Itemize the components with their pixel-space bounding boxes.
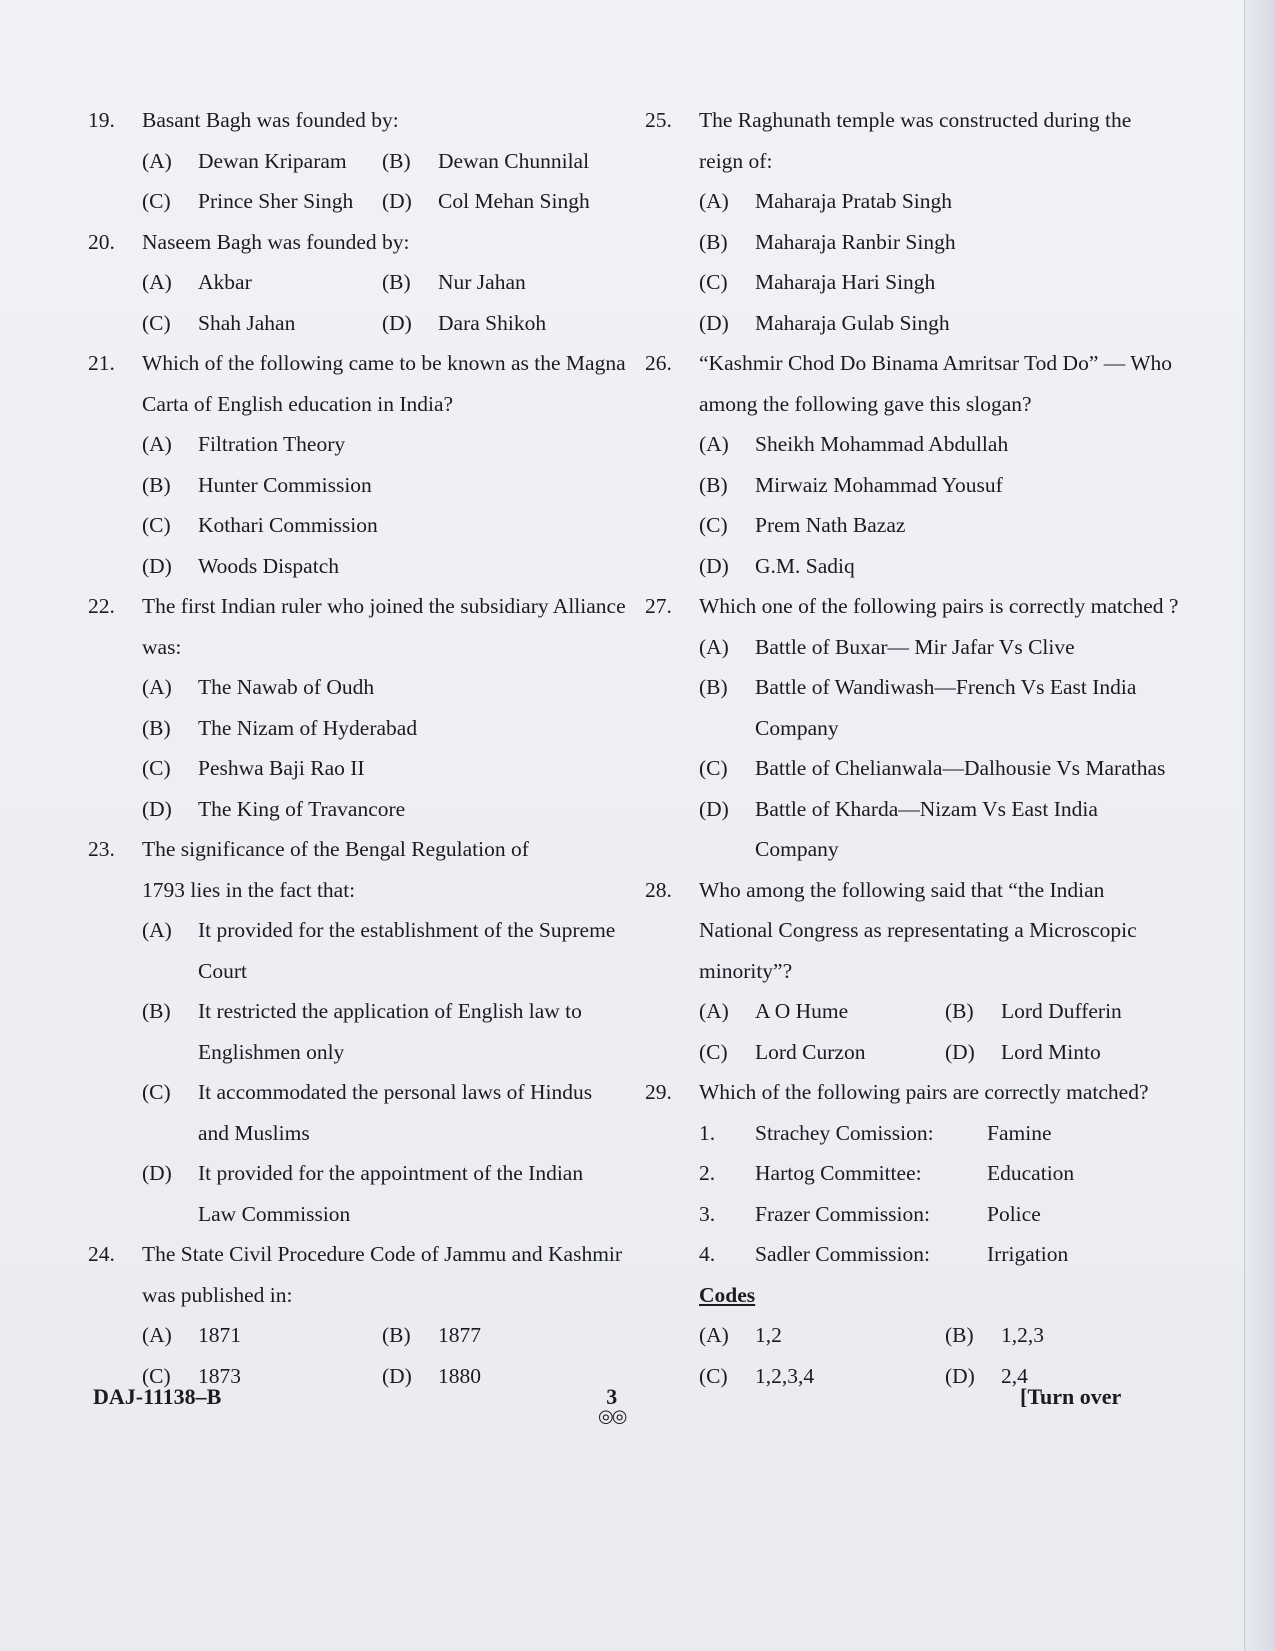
question-24 — [88, 1234, 628, 1396]
option-letter: (A) — [699, 432, 729, 456]
option-letter: (D) — [699, 553, 729, 578]
option-text: Law Commission — [198, 1201, 351, 1226]
question-text: was published in: — [142, 1282, 293, 1307]
pair-left: Hartog Committee: — [755, 1161, 922, 1185]
option-text: Akbar — [198, 270, 252, 294]
option-letter: (A) — [142, 148, 172, 173]
option-text: Battle of Kharda—Nizam Vs East India — [755, 796, 1098, 821]
page-number-text: 3 — [606, 1384, 618, 1409]
question-number: 19. — [88, 108, 115, 132]
option-text: A O Hume — [755, 999, 849, 1023]
option-text: 1,2,3 — [1001, 1323, 1044, 1347]
option-text: It accommodated the personal laws of Hindus — [198, 1080, 593, 1104]
question-21 — [88, 343, 628, 586]
option-letter: (A) — [142, 432, 172, 456]
pair-number: 3. — [699, 1201, 716, 1226]
option-letter: (A) — [699, 634, 729, 659]
option-letter: (A) — [142, 1323, 172, 1347]
question-text: The Raghunath temple was constructed during the — [699, 108, 1132, 132]
question-26 — [645, 343, 1185, 586]
question-number: 20. — [88, 229, 115, 254]
option-text: Prem Nath Bazaz — [755, 513, 906, 537]
pair-number: 1. — [699, 1120, 716, 1145]
option-letter: (D) — [699, 310, 729, 335]
option-letter: (C) — [699, 513, 728, 537]
option-letter: (A) — [142, 675, 172, 699]
question-text: Who among the following said that “the Indian — [699, 877, 1105, 902]
option-text: It provided for the appointment of the Indian — [198, 1161, 584, 1185]
option-text: Sheikh Mohammad Abdullah — [755, 432, 1009, 456]
question-text: Which of the following came to be known as the Magna — [142, 351, 626, 375]
option-letter: (C) — [142, 189, 171, 213]
pair-row — [645, 1153, 1185, 1194]
option-letter: (B) — [382, 270, 411, 294]
pair-row — [645, 1194, 1185, 1235]
option-text: Nur Jahan — [438, 270, 526, 294]
question-23 — [88, 829, 628, 1234]
option-letter: (D) — [142, 796, 172, 821]
option-text: 1,2,3,4 — [755, 1363, 815, 1388]
question-text: reign of: — [699, 148, 773, 173]
option-text: and Muslims — [198, 1120, 310, 1145]
pair-row — [645, 1113, 1185, 1154]
option-letter: (D) — [142, 553, 172, 578]
infinity-mark-icon: ◎◎ — [598, 1406, 626, 1426]
option-text: Company — [755, 837, 839, 861]
question-text: was: — [142, 634, 182, 659]
option-text: Battle of Buxar— Mir Jafar Vs Clive — [755, 634, 1075, 659]
option-text: Shah Jahan — [198, 310, 296, 335]
question-number: 29. — [645, 1080, 672, 1104]
question-number: 27. — [645, 594, 672, 618]
pair-right: Famine — [987, 1120, 1052, 1145]
pair-number: 4. — [699, 1242, 716, 1266]
option-letter: (C) — [142, 1080, 171, 1104]
option-text: Lord Minto — [1001, 1039, 1101, 1064]
option-letter: (D) — [945, 1039, 975, 1064]
option-text: Dara Shikoh — [438, 310, 547, 335]
option-text: 1877 — [438, 1323, 481, 1347]
option-text: Dewan Kriparam — [198, 148, 347, 173]
option-text: Peshwa Baji Rao II — [198, 756, 365, 780]
option-text: Maharaja Hari Singh — [755, 270, 936, 294]
option-letter: (A) — [142, 918, 172, 942]
pair-number: 2. — [699, 1161, 716, 1185]
option-letter: (B) — [382, 1323, 411, 1347]
option-letter: (D) — [142, 1161, 172, 1185]
pair-left: Sadler Commission: — [755, 1242, 930, 1266]
option-letter: (D) — [382, 189, 412, 213]
question-text: Naseem Bagh was founded by: — [142, 229, 410, 254]
option-letter: (B) — [142, 999, 171, 1023]
option-text: Mirwaiz Mohammad Yousuf — [755, 472, 1003, 497]
question-22 — [88, 586, 628, 829]
option-letter: (B) — [382, 148, 411, 173]
option-text: Maharaja Pratab Singh — [755, 189, 953, 213]
question-number: 24. — [88, 1242, 115, 1266]
option-text: Court — [198, 958, 247, 983]
option-letter: (D) — [382, 1363, 412, 1388]
option-letter: (D) — [945, 1363, 975, 1388]
option-text: Prince Sher Singh — [198, 189, 354, 213]
option-letter: (C) — [699, 756, 728, 780]
option-letter: (B) — [699, 472, 728, 497]
question-20 — [88, 222, 628, 344]
paper-code: DAJ-11138–B — [93, 1384, 222, 1409]
question-text: 1793 lies in the fact that: — [142, 877, 356, 902]
question-text: Which one of the following pairs is correctly matched ? — [699, 594, 1179, 618]
pair-row — [645, 1234, 1185, 1275]
codes-heading: Codes — [699, 1282, 756, 1307]
option-text: It restricted the application of English law to — [198, 999, 582, 1023]
option-letter: (A) — [699, 189, 729, 213]
question-28 — [645, 870, 1185, 1073]
option-text: The Nawab of Oudh — [198, 675, 375, 699]
question-25 — [645, 100, 1185, 343]
option-text: Kothari Commission — [198, 513, 378, 537]
option-letter: (C) — [142, 756, 171, 780]
question-number: 21. — [88, 351, 115, 375]
question-number: 28. — [645, 877, 672, 902]
option-text: G.M. Sadiq — [755, 553, 855, 578]
option-letter: (B) — [142, 472, 171, 497]
page-edge-shadow — [1244, 0, 1275, 1651]
option-letter: (D) — [699, 796, 729, 821]
page-number — [598, 1384, 625, 1427]
option-letter: (B) — [945, 1323, 974, 1347]
question-number: 23. — [88, 837, 115, 861]
option-text: Col Mehan Singh — [438, 189, 590, 213]
option-text: Battle of Wandiwash—French Vs East India — [755, 675, 1137, 699]
option-letter: (C) — [142, 310, 171, 335]
pair-right: Education — [987, 1161, 1075, 1185]
question-number: 26. — [645, 351, 672, 375]
option-letter: (A) — [699, 999, 729, 1023]
option-text: Lord Curzon — [755, 1039, 866, 1064]
option-text: Woods Dispatch — [198, 553, 339, 578]
option-letter: (C) — [142, 1363, 171, 1388]
option-text: Company — [755, 715, 839, 740]
left-column — [88, 100, 628, 1396]
question-text: minority”? — [699, 958, 793, 983]
question-text: among the following gave this slogan? — [699, 391, 1032, 416]
option-text: 1,2 — [755, 1323, 782, 1347]
question-number: 25. — [645, 108, 672, 132]
option-text: Englishmen only — [198, 1039, 345, 1064]
question-text: Carta of English education in India? — [142, 391, 454, 416]
question-27 — [645, 586, 1185, 870]
option-letter: (A) — [699, 1323, 729, 1347]
question-text: Which of the following pairs are correctly matched? — [699, 1080, 1149, 1104]
option-text: 1873 — [198, 1363, 241, 1388]
question-text: The State Civil Procedure Code of Jammu and Kashmir — [142, 1242, 623, 1266]
option-text: Maharaja Ranbir Singh — [755, 229, 956, 254]
right-column — [645, 100, 1185, 1396]
option-text: Maharaja Gulab Singh — [755, 310, 950, 335]
option-letter: (B) — [142, 715, 171, 740]
question-text: Basant Bagh was founded by: — [142, 108, 399, 132]
option-letter: (B) — [945, 999, 974, 1023]
pair-right: Police — [987, 1201, 1041, 1226]
turn-over-note: [Turn over — [1020, 1384, 1122, 1409]
option-text: Filtration Theory — [198, 432, 346, 456]
option-letter: (B) — [699, 229, 728, 254]
option-letter: (B) — [699, 675, 728, 699]
question-text: The significance of the Bengal Regulation of — [142, 837, 529, 861]
option-text: 2,4 — [1001, 1363, 1028, 1388]
option-text: Lord Dufferin — [1001, 999, 1122, 1023]
question-text: “Kashmir Chod Do Binama Amritsar Tod Do” — Who — [699, 351, 1173, 375]
option-letter: (A) — [142, 270, 172, 294]
option-text: The King of Travancore — [198, 796, 406, 821]
option-letter: (C) — [699, 1363, 728, 1388]
question-19 — [88, 100, 628, 222]
pair-left: Strachey Comission: — [755, 1120, 934, 1145]
option-text: 1871 — [198, 1323, 241, 1347]
question-29 — [645, 1072, 1185, 1396]
option-letter: (C) — [142, 513, 171, 537]
question-text: The first Indian ruler who joined the subsidiary Alliance — [142, 594, 626, 618]
pair-left: Frazer Commission: — [755, 1201, 930, 1226]
option-text: Hunter Commission — [198, 472, 372, 497]
option-letter: (C) — [699, 270, 728, 294]
question-number: 22. — [88, 594, 115, 618]
option-text: It provided for the establishment of the Supreme — [198, 918, 616, 942]
option-text: 1880 — [438, 1363, 481, 1388]
pair-right: Irrigation — [987, 1242, 1069, 1266]
question-text: National Congress as representating a Microscopic — [699, 918, 1137, 942]
option-letter: (D) — [382, 310, 412, 335]
option-text: Battle of Chelianwala—Dalhousie Vs Marathas — [755, 756, 1166, 780]
option-letter: (C) — [699, 1039, 728, 1064]
option-text: Dewan Chunnilal — [438, 148, 590, 173]
option-text: The Nizam of Hyderabad — [198, 715, 418, 740]
